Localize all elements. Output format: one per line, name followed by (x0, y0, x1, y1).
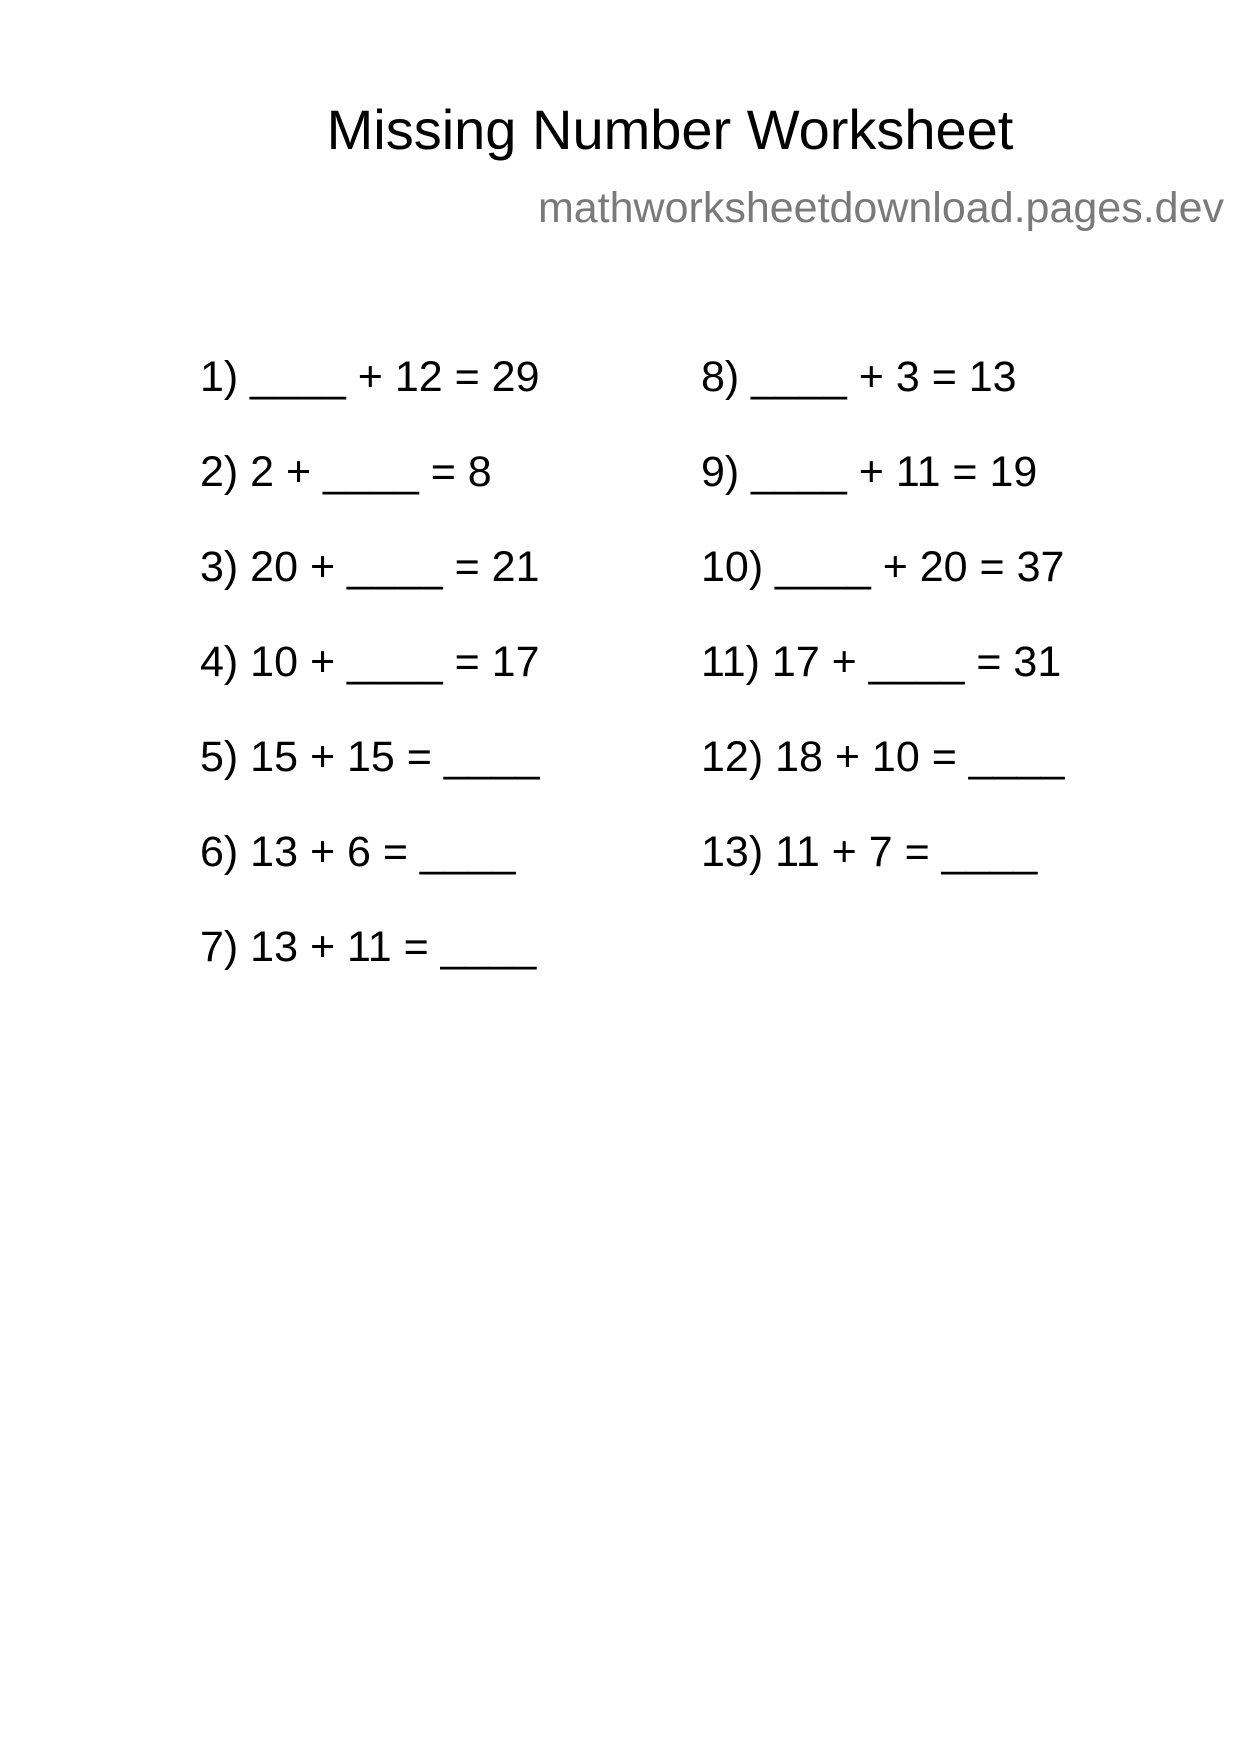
problem-8: 8) ____ + 3 = 13 (701, 353, 1017, 401)
problem-6: 6) 13 + 6 = ____ (200, 828, 516, 876)
problem-2: 2) 2 + ____ = 8 (200, 448, 492, 496)
problem-5: 5) 15 + 15 = ____ (200, 733, 540, 781)
problem-10: 10) ____ + 20 = 37 (701, 543, 1065, 591)
source-url: mathworksheetdownload.pages.dev (537, 184, 1224, 232)
worksheet-title: Missing Number Worksheet (326, 98, 1014, 161)
problem-11: 11) 17 + ____ = 31 (701, 638, 1062, 686)
problem-13: 13) 11 + 7 = ____ (701, 828, 1038, 876)
problem-4: 4) 10 + ____ = 17 (200, 638, 540, 686)
problems-column-right (701, 348, 1064, 918)
problem-1: 1) ____ + 12 = 29 (200, 353, 540, 401)
problems-column-left (200, 348, 540, 1013)
problem-9: 9) ____ + 11 = 19 (701, 448, 1038, 496)
problem-3: 3) 20 + ____ = 21 (200, 543, 540, 591)
problem-7: 7) 13 + 11 = ____ (200, 923, 537, 971)
problem-12: 12) 18 + 10 = ____ (701, 733, 1065, 781)
